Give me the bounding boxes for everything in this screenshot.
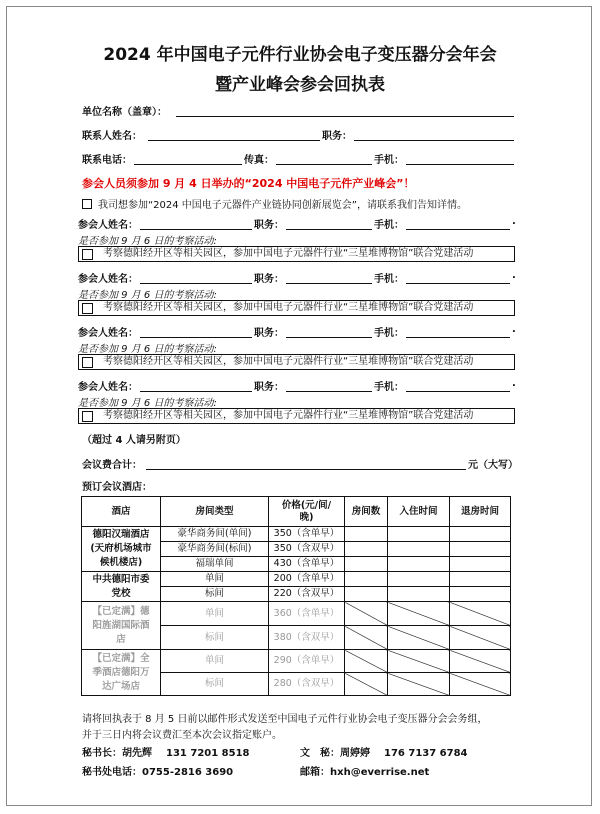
phone-label: 联系电话： (82, 155, 132, 166)
table-row (82, 650, 511, 673)
attendee-position-label: 职务： (254, 274, 284, 285)
attendee-name-label: 参会人姓名： (78, 274, 138, 285)
hotel-name-line: 季酒店德阳万 (92, 666, 150, 678)
attendee-mobile-label: 手机： (374, 220, 404, 231)
checkbox-icon[interactable] (82, 303, 93, 314)
attendee-name-label: 参会人姓名： (78, 382, 138, 393)
attendee-name-field[interactable] (140, 229, 252, 230)
rooms-cell-struck (345, 626, 388, 650)
end-dot: . (512, 270, 516, 281)
instruction-line-1: 请将回执表于 8 月 5 日前以邮件形式发送至中国电子元件行业协会电子变压器分会会务组， (82, 714, 488, 725)
checkin-cell[interactable] (388, 587, 450, 602)
checkout-cell-struck (450, 650, 511, 673)
room-price: 350（含单早） (269, 527, 345, 542)
checkin-cell-struck (388, 650, 450, 673)
attendee-position-field[interactable] (286, 337, 372, 338)
tour-question: 是否参加 9 月 6 日的考察活动: (78, 290, 217, 301)
attendee-mobile-field[interactable] (406, 391, 510, 392)
room-price: 360（含单早） (269, 602, 345, 626)
attendee-position-label: 职务： (254, 220, 284, 231)
end-dot: . (512, 216, 516, 227)
rooms-cell[interactable] (345, 527, 388, 542)
checkbox-icon[interactable] (82, 199, 92, 209)
attendee-name-field[interactable] (140, 391, 252, 392)
room-type: 豪华商务间(单间) (161, 527, 269, 542)
clerk-phone: 176 7137 6784 (384, 748, 468, 759)
room-price: 200（含单早） (269, 572, 345, 587)
header-price-line-2: 晚) (299, 511, 314, 523)
extra-attendee-note: （超过 4 人请另附页） (82, 435, 186, 446)
room-type: 标间 (161, 673, 269, 696)
checkout-cell[interactable] (450, 557, 511, 572)
office-phone-value: 0755-2816 3690 (142, 767, 234, 778)
fee-label: 会议费合计： (82, 460, 142, 471)
checkin-cell[interactable] (388, 572, 450, 587)
room-price: 290（含单早） (269, 650, 345, 673)
secretary-general-phone: 131 7201 8518 (166, 748, 250, 759)
attendee-position-field[interactable] (286, 283, 372, 284)
header-price (269, 497, 345, 527)
contact-field[interactable] (148, 140, 320, 141)
hotel-name (82, 527, 161, 572)
attendee-mobile-label: 手机： (374, 382, 404, 393)
hotel-name-line: 【已定满】德 (92, 605, 150, 617)
mobile-label: 手机： (374, 155, 404, 166)
checkout-cell[interactable] (450, 542, 511, 557)
attendee-name-label: 参会人姓名： (78, 328, 138, 339)
hotel-name-line: 阳旌湖国际酒 (92, 619, 150, 631)
tour-option-text: 考察德阳经开区等相关园区，参加中国电子元器件行业“三星堆博物馆”联合党建活动 (103, 356, 474, 367)
tour-option[interactable] (78, 354, 515, 370)
email-label: 邮箱： (300, 767, 330, 778)
attendee-position-label: 职务： (254, 382, 284, 393)
hotel-table (81, 496, 511, 696)
hotel-name-line: 中共德阳市委 (92, 573, 150, 585)
clerk-name: 周婷婷 (340, 748, 370, 759)
notice-text: 参会人员须参加 9 月 4 日举办的“2024 中国电子元件产业峰会”！ (82, 177, 415, 190)
attendee-mobile-label: 手机： (374, 328, 404, 339)
header-room-type: 房间类型 (161, 497, 269, 527)
rooms-cell-struck (345, 650, 388, 673)
email-value[interactable]: hxh@everrise.net (330, 767, 430, 778)
room-price: 220（含双早） (269, 587, 345, 602)
tour-option[interactable] (78, 408, 515, 424)
unit-label: 单位名称（盖章）： (82, 107, 167, 118)
header-checkout: 退房时间 (450, 497, 511, 527)
checkout-cell-struck (450, 673, 511, 696)
attendee-name-field[interactable] (140, 337, 252, 338)
title-line-1: 2024 年中国电子元件行业协会电子变压器分会年会 (103, 45, 497, 65)
checkout-cell[interactable] (450, 587, 511, 602)
room-price: 280（含双早） (269, 673, 345, 696)
rooms-cell-struck (345, 602, 388, 626)
room-type: 单间 (161, 572, 269, 587)
room-type: 单间 (161, 650, 269, 673)
rooms-cell[interactable] (345, 572, 388, 587)
checkout-cell-struck (450, 626, 511, 650)
hotel-name-line: 德阳汉瑞酒店 (92, 529, 150, 540)
attendee-mobile-field[interactable] (406, 337, 510, 338)
room-price: 380（含双早） (269, 626, 345, 650)
attendee-position-label: 职务： (254, 328, 284, 339)
tour-option-text: 考察德阳经开区等相关园区，参加中国电子元器件行业“三星堆博物馆”联合党建活动 (103, 248, 474, 259)
hotel-name-line: (天府机场城市 (90, 543, 152, 554)
checkbox-icon[interactable] (82, 411, 93, 422)
position-label: 职务： (322, 131, 352, 142)
office-phone-label: 秘书处电话： (82, 767, 142, 778)
checkbox-icon[interactable] (82, 357, 93, 368)
attendee-name-label: 参会人姓名： (78, 220, 138, 231)
header-rooms: 房间数 (345, 497, 388, 527)
checkin-cell[interactable] (388, 542, 450, 557)
unit-field[interactable] (176, 116, 514, 117)
attendee-name-field[interactable] (140, 283, 252, 284)
hotel-name-line: 店 (116, 633, 126, 645)
expo-option-text: 我司想参加“2024 中国电子元器件产业链协同创新展览会”，请联系我们告知详情。 (98, 200, 467, 211)
title-line-2: 暨产业峰会参会回执表 (215, 75, 385, 95)
attendee-position-field[interactable] (286, 391, 372, 392)
checkin-cell[interactable] (388, 557, 450, 572)
room-price: 350（含双早） (269, 542, 345, 557)
header-checkin: 入住时间 (388, 497, 450, 527)
checkin-cell-struck (388, 673, 450, 696)
fee-field[interactable] (146, 469, 466, 470)
checkout-cell[interactable] (450, 572, 511, 587)
mobile-field[interactable] (406, 164, 514, 165)
clerk-label: 文 秘： (300, 748, 340, 759)
secretary-general (82, 744, 250, 759)
expo-option[interactable] (82, 196, 467, 211)
rooms-cell[interactable] (345, 542, 388, 557)
checkin-cell-struck (388, 626, 450, 650)
fee-unit: 元（大写） (468, 460, 518, 471)
table-row (82, 572, 511, 587)
hotel-heading: 预订会议酒店： (82, 482, 152, 493)
table-header-row (82, 497, 511, 527)
hotel-name-line: 候机楼店) (99, 557, 143, 568)
tour-option-text: 考察德阳经开区等相关园区，参加中国电子元器件行业“三星堆博物馆”联合党建活动 (103, 302, 474, 313)
email (300, 763, 429, 778)
secretary-general-label: 秘书长： (82, 748, 122, 759)
checkout-cell[interactable] (450, 527, 511, 542)
table-row (82, 527, 511, 542)
contact-label: 联系人姓名： (82, 131, 142, 142)
tour-question: 是否参加 9 月 6 日的考察活动: (78, 344, 217, 355)
rooms-cell[interactable] (345, 557, 388, 572)
room-price: 430（含单早） (269, 557, 345, 572)
checkin-cell[interactable] (388, 527, 450, 542)
hotel-name-line: 【已定满】全 (92, 652, 150, 664)
office-phone (82, 763, 233, 778)
checkout-cell-struck (450, 602, 511, 626)
tour-question: 是否参加 9 月 6 日的考察活动: (78, 236, 217, 247)
room-type: 豪华商务间(标间) (161, 542, 269, 557)
hotel-name (82, 650, 161, 696)
checkbox-icon[interactable] (82, 249, 93, 260)
phone-field[interactable] (134, 164, 242, 165)
rooms-cell-struck (345, 673, 388, 696)
secretary-general-name: 胡先辉 (122, 748, 152, 759)
rooms-cell[interactable] (345, 587, 388, 602)
end-dot: . (512, 378, 516, 389)
fax-label: 传真： (244, 155, 274, 166)
clerk (300, 744, 468, 759)
tour-question: 是否参加 9 月 6 日的考察活动: (78, 398, 217, 409)
room-type: 福瑞单间 (161, 557, 269, 572)
room-type: 标间 (161, 587, 269, 602)
hotel-name-line: 党校 (111, 587, 131, 599)
hotel-name (82, 572, 161, 602)
instruction-line-2: 并于三日内将会议费汇至本次会议指定账户。 (82, 730, 282, 741)
position-field[interactable] (354, 140, 514, 141)
attendee-mobile-field[interactable] (406, 229, 510, 230)
room-type: 标间 (161, 626, 269, 650)
hotel-name-line: 达广场店 (101, 680, 140, 692)
tour-option[interactable] (78, 300, 515, 316)
checkin-cell-struck (388, 602, 450, 626)
attendee-mobile-label: 手机： (374, 274, 404, 285)
fax-field[interactable] (276, 164, 372, 165)
header-hotel: 酒店 (82, 497, 161, 527)
tour-option[interactable] (78, 246, 515, 262)
end-dot: . (512, 324, 516, 335)
header-price-line-1: 价格(元/间/ (281, 499, 332, 511)
table-row (82, 602, 511, 626)
attendee-position-field[interactable] (286, 229, 372, 230)
tour-option-text: 考察德阳经开区等相关园区，参加中国电子元器件行业“三星堆博物馆”联合党建活动 (103, 410, 474, 421)
hotel-name (82, 602, 161, 650)
room-type: 单间 (161, 602, 269, 626)
attendee-mobile-field[interactable] (406, 283, 510, 284)
